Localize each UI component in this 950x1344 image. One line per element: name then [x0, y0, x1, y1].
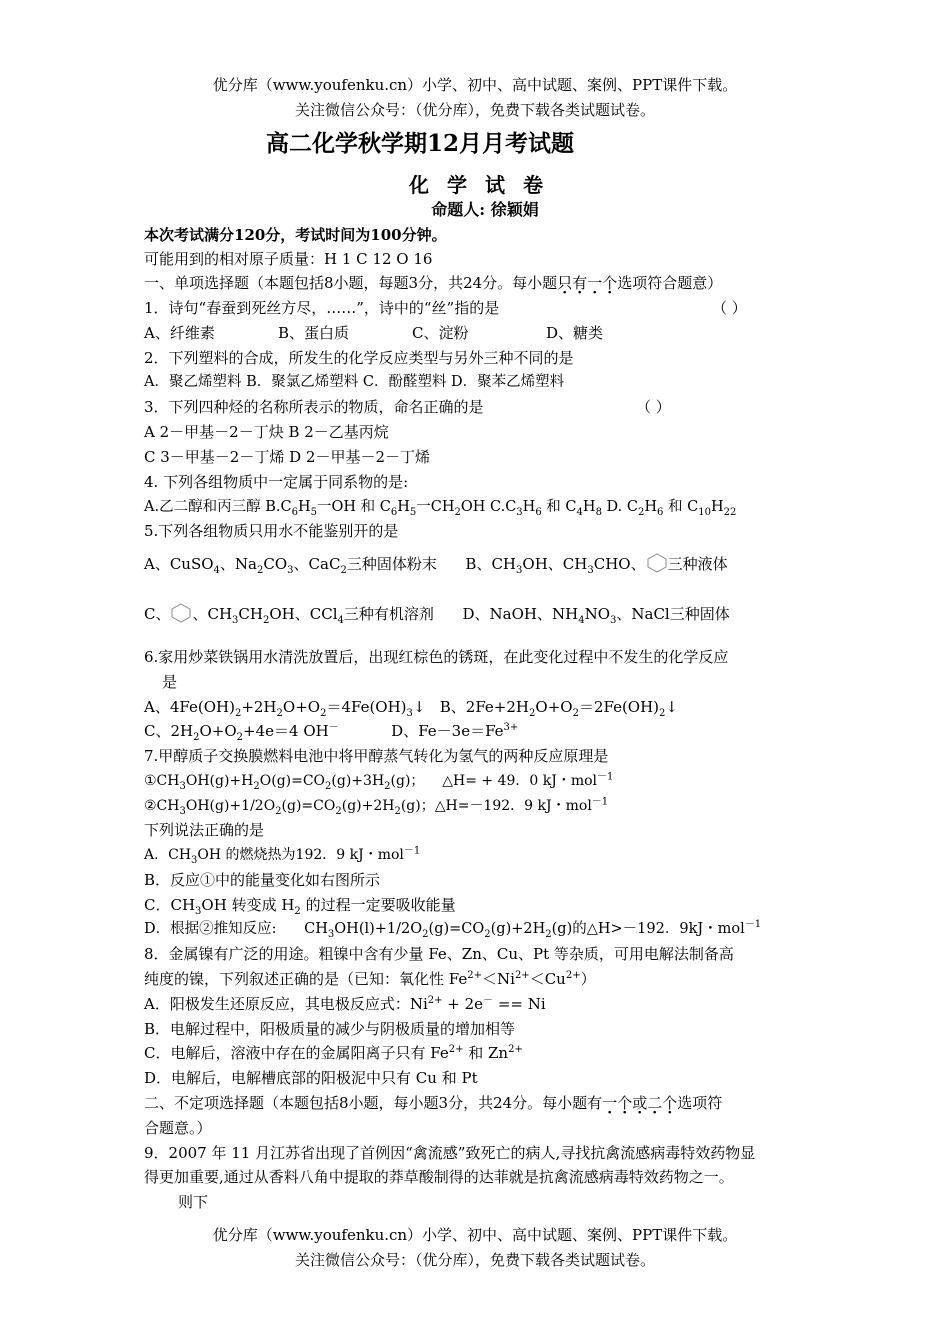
page-title: 高二化学秋学期12月月考试题 — [265, 130, 574, 157]
question-1-option-a: A、纤维素 — [144, 324, 215, 342]
question-4-options: A.乙二醇和丙三醇 $B.C_6H_5$一OH 和 $C_6H_5$一$CH_2OH$ $C.C_3H_6$ 和 $C_4H_8$ D. $C_2H_6$ 和 $C_{10}H_{22}$ — [144, 499, 737, 518]
benzene-ring-icon — [646, 553, 668, 573]
footer-line-1: 优分库（www.youfenku.cn）小学、初中、高中试题、案例、PPT课件下载。 — [212, 1226, 738, 1244]
header-line-2: 关注微信公众号：（优分库），免费下载各类试题试卷。 — [294, 101, 655, 119]
question-6-stem-cont: 是 — [162, 673, 178, 691]
question-7-option-b: B．反应①中的能量变化如右图所示 — [144, 871, 381, 889]
question-4-stem: 4. 下列各组物质中一定属于同系物的是: — [144, 473, 409, 491]
question-1-option-c: C、淀粉 — [412, 324, 469, 342]
question-9-line-2: 得更加重要,通过从香料八角中提取的莽草酸制得的达菲就是抗禽流感病毒特效药物之一。 — [144, 1168, 734, 1186]
question-7-reaction-2: $②CH_3OH(g)+1/2O_2(g)=CO_2(g)+2H_2(g)$；△H=－192．9 kJ・mol$^{-1}$ — [144, 796, 609, 817]
question-8-stem: 8．金属镍有广泛的用途。粗镍中含有少量 Fe、Zn、Cu、Pt 等杂质，可用电解法制备高 — [144, 945, 734, 963]
question-1-paren: （ ） — [712, 299, 747, 317]
question-5-options-cd: C、 、$CH_3CH_2OH$、CCl$_4$三种有机溶剂 D、NaOH、$NH_4NO_3$、NaCl三种固体 — [144, 605, 730, 626]
question-5-stem: 5.下列各组物质只用水不能鉴别开的是 — [144, 522, 399, 540]
question-1-option-d: D、糖类 — [546, 324, 604, 342]
question-3-options-ab: A 2－甲基－2－丁炔 B 2－乙基丙烷 — [144, 423, 389, 441]
question-1-option-b: B、蛋白质 — [278, 324, 350, 342]
footer-line-2: 关注微信公众号：（优分库），免费下载各类试题试卷。 — [294, 1251, 655, 1269]
benzene-ring-icon — [170, 603, 192, 623]
header-line-1: 优分库（www.youfenku.cn）小学、初中、高中试题、案例、PPT课件下载。 — [212, 76, 738, 94]
question-7-stem: 7.甲醇质子交换膜燃料电池中将甲醇蒸气转化为氢气的两种反应原理是 — [144, 747, 609, 765]
question-3-options-cd: C 3－甲基－2－丁烯 D 2－甲基－2－丁烯 — [144, 448, 430, 466]
section-1-header: 一、单项选择题（本题包括8小题，每题3分，共24分。每小题只有一个选项符合题意） — [144, 274, 723, 292]
author: 命题人: 徐颖娟 — [431, 200, 539, 219]
page-subtitle: 化学试卷 — [409, 173, 561, 197]
question-8-option-c: C．电解后，溶液中存在的金属阳离子只有 $Fe^{2+}$ 和 $Zn^{2+}$ — [144, 1044, 523, 1062]
question-8-option-d: D．电解后，电解槽底部的阳极泥中只有 Cu 和 Pt — [144, 1069, 478, 1087]
question-6-stem: 6.家用炒菜铁锅用水清洗放置后，出现红棕色的锈斑，在此变化过程中不发生的化学反应 — [144, 648, 729, 666]
question-7-option-c: C．$CH_3OH$ 转变成 $H_2$ 的过程一定要吸收能量 — [144, 896, 456, 917]
question-6-options-cd: C、$2H_2O+O_2+4e=4$ OH－ D、$Fe-3e=Fe^{3+}$ — [144, 722, 519, 743]
question-7-option-a: A．$CH_3OH$ 的燃烧热为192．9 kJ・mol$^{-1}$ — [144, 845, 421, 866]
exam-note: 本次考试满分120分，考试时间为100分钟。 — [144, 226, 447, 244]
question-1-stem: 1．诗句“春蚕到死丝方尽，……”，诗中的“丝”指的是 — [144, 299, 500, 317]
atomic-mass: 可能用到的相对原子质量：H 1 C 12 O 16 — [144, 250, 433, 268]
question-3-stem: 3．下列四种烃的名称所表示的物质，命名正确的是 — [144, 398, 484, 416]
question-8-option-a: A．阳极发生还原反应，其电极反应式：$Ni^{2+} + 2e^- == Ni$ — [144, 995, 546, 1013]
question-2-stem: 2．下列塑料的合成，所发生的化学反应类型与另外三种不同的是 — [144, 349, 574, 367]
question-8-option-b: B．电解过程中，阳极质量的减少与阴极质量的增加相等 — [144, 1020, 516, 1038]
question-5-options-ab: A、CuSO$_4$、$Na_2CO_3$、CaC$_2$三种固体粉末 B、$CH_3OH$、$CH_3CHO$、 三种液体 — [144, 555, 728, 576]
question-7-reaction-1: $①CH_3OH(g)+H_2O(g)=CO_2(g)+3H_2(g)$； △H= + 49．0 kJ・mol$^{-1}$ — [144, 771, 614, 792]
question-3-paren: （ ） — [636, 398, 671, 416]
question-6-options-ab: A、$4Fe(OH)_2+2H_2O+O_2=4Fe(OH)_3↓$ B、$2Fe+2H_2O+O_2=2Fe(OH)_2↓$ — [144, 698, 678, 719]
question-9-line-3: 则下 — [178, 1193, 209, 1211]
question-9-line-1: 9．2007 年 11 月江苏省出现了首例因“禽流感”致死亡的病人,寻找抗禽流感病毒特效药物显 — [144, 1144, 756, 1162]
question-2-options: A．聚乙烯塑料 B．聚氯乙烯塑料 C．酚醛塑料 D．聚苯乙烯塑料 — [144, 374, 565, 390]
section-2-header-cont: 合题意。） — [144, 1119, 212, 1137]
question-7-option-d: D．根据②推知反应: $CH_3OH(l)+1/2O_2(g)=CO_2(g)+2H_2(g)$的△H>－192．9kJ・mol$^{-1}$ — [144, 919, 762, 940]
question-7-ask: 下列说法正确的是 — [144, 821, 265, 839]
question-8-stem-cont: 纯度的镍，下列叙述正确的是（已知：氧化性 $Fe^{2+}<Ni^{2+}<Cu^{2+}$） — [144, 970, 596, 988]
section-2-header: 二、不定项选择题（本题包括8小题，每小题3分，共24分。每小题有一个或二个选项符 — [144, 1094, 723, 1112]
